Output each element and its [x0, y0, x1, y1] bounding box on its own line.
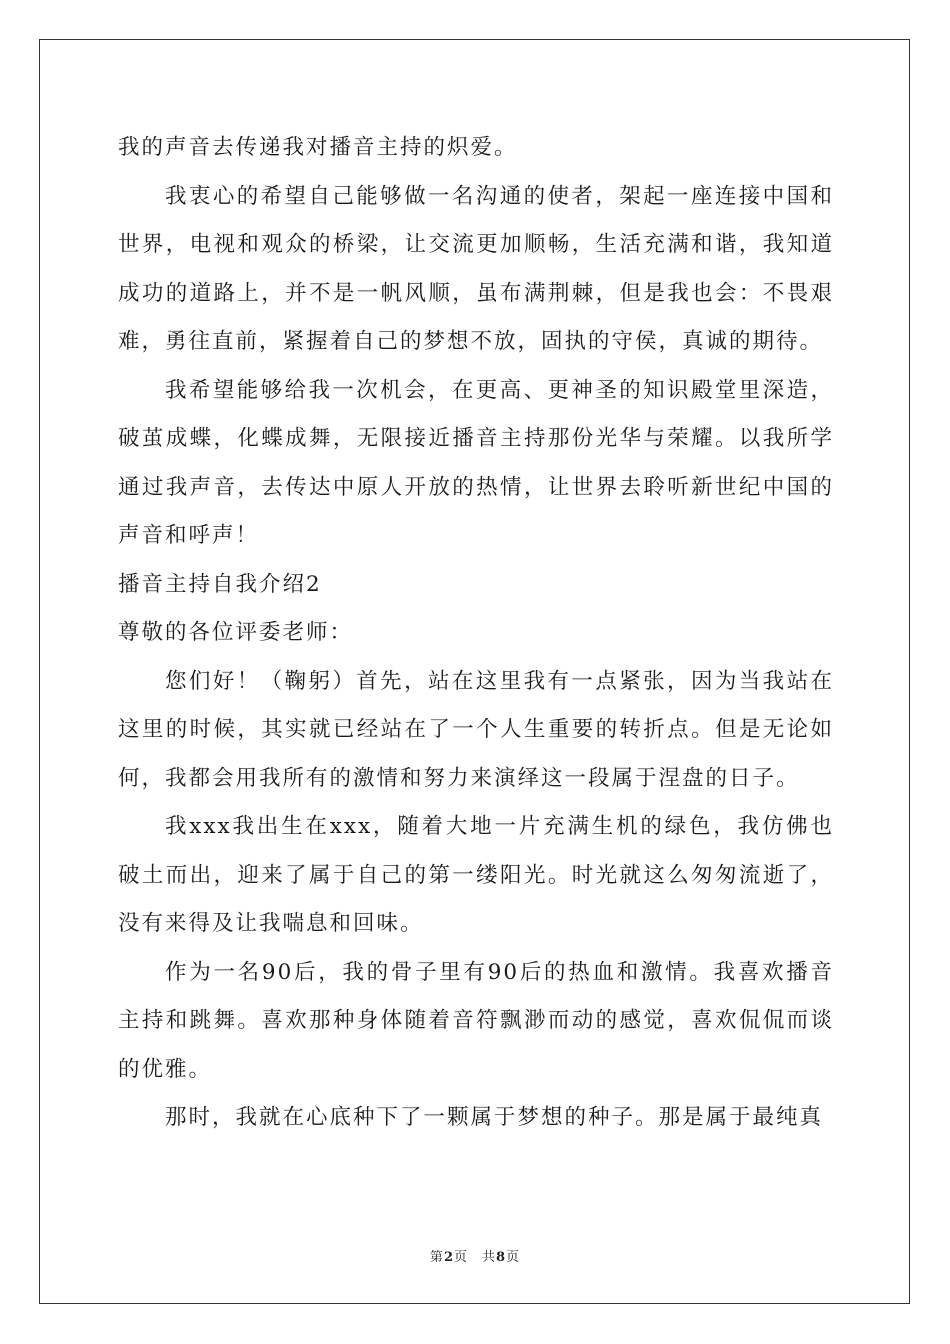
paragraph: 我xxx我出生在xxx，随着大地一片充满生机的绿色，我仿佛也破土而出，迎来了属于自己的第一缕阳光。时光就这么匆匆流逝了，没有来得及让我喘息和回味。: [118, 814, 834, 936]
paragraph: 作为一名90后，我的骨子里有90后的热血和激情。我喜欢播音主持和跳舞。喜欢那种身体随着音符飘渺而动的感觉，喜欢侃侃而谈的优雅。: [118, 959, 834, 1082]
total-pages-number: 8: [496, 1250, 507, 1265]
section-heading: 播音主持自我介绍2: [118, 571, 322, 597]
page-label-mid: 页 共: [453, 1250, 496, 1265]
page-label-prefix: 第: [429, 1250, 444, 1265]
document-body: [118, 124, 834, 1143]
paragraph: 您们好！（鞠躬）首先，站在这里我有一点紧张，因为当我站在这里的时候，其实就已经站在了一个人生重要的转折点。但是无论如何，我都会用我所有的激情和努力来演绎这一段属于涅盘的日子。: [118, 668, 834, 791]
page-label-suffix: 页: [506, 1250, 521, 1265]
page-footer: [0, 1246, 950, 1265]
current-page-number: 2: [443, 1250, 454, 1265]
paragraph: 我希望能够给我一次机会，在更高、更神圣的知识殿堂里深造，破茧成蝶，化蝶成舞，无限接近播音主持那份光华与荣耀。以我所学通过我声音，去传达中原人开放的热情，让世界去聆听新世纪中国的声音和呼声！: [118, 377, 834, 548]
paragraph: 我衷心的希望自己能够做一名沟通的使者，架起一座连接中国和世界，电视和观众的桥梁，让交流更加顺畅，生活充满和谐，我知道成功的道路上，并不是一帆风顺，虽布满荆棘，但是我也会：不畏艰难，勇往直前，紧握着自己的梦想不放，固执的守侯，真诚的期待。: [118, 183, 834, 354]
paragraph: 我的声音去传递我对播音主持的炽爱。: [118, 135, 518, 160]
salutation: 尊敬的各位评委老师：: [118, 620, 354, 645]
paragraph: 那时，我就在心底种下了一颗属于梦想的种子。那是属于最纯真: [165, 1105, 824, 1130]
